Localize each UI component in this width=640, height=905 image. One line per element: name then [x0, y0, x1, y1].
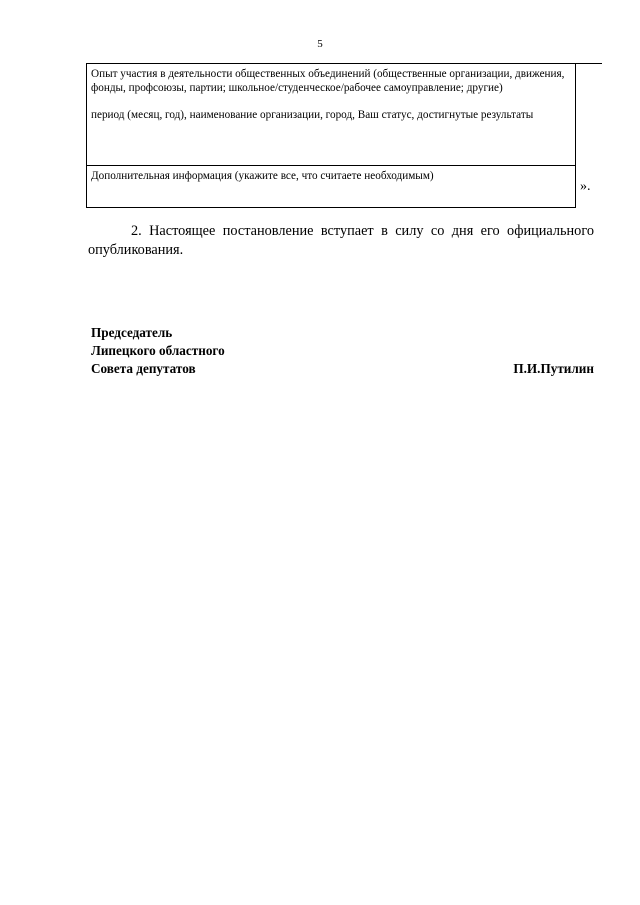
signature-last-line	[91, 360, 594, 378]
signature-title-line-3: Совета депутатов	[91, 361, 196, 376]
page-number: 5	[317, 38, 323, 50]
table-row	[87, 166, 576, 208]
signature-title-line-2: Липецкого областного	[91, 343, 225, 358]
signature-title-line-1: Председатель	[91, 325, 173, 340]
signatory-name: П.И.Путилин	[513, 361, 594, 376]
table-cell-additional-info: Дополнительная информация (укажите все, что считаете необходимым)	[87, 166, 576, 208]
clause-paragraph: 2. Настоящее постановление вступает в силу со дня его официального опубликования.	[88, 223, 594, 258]
table-border-stub	[576, 63, 602, 64]
signature-block	[91, 324, 594, 378]
table-cell-public-activity	[87, 64, 576, 166]
questionnaire-table	[86, 63, 576, 208]
table-cell-hint: период (месяц, год), наименование организации, город, Ваш статус, достигнутые результаты	[91, 109, 534, 121]
closing-quote: ».	[580, 179, 591, 194]
table-row	[87, 64, 576, 166]
table-cell-heading: Опыт участия в деятельности общественных объединений (общественные организации, движения, фонды, профсоюзы, партии; школьное/студенческое/рабочее самоуправление; другие)	[91, 68, 565, 94]
